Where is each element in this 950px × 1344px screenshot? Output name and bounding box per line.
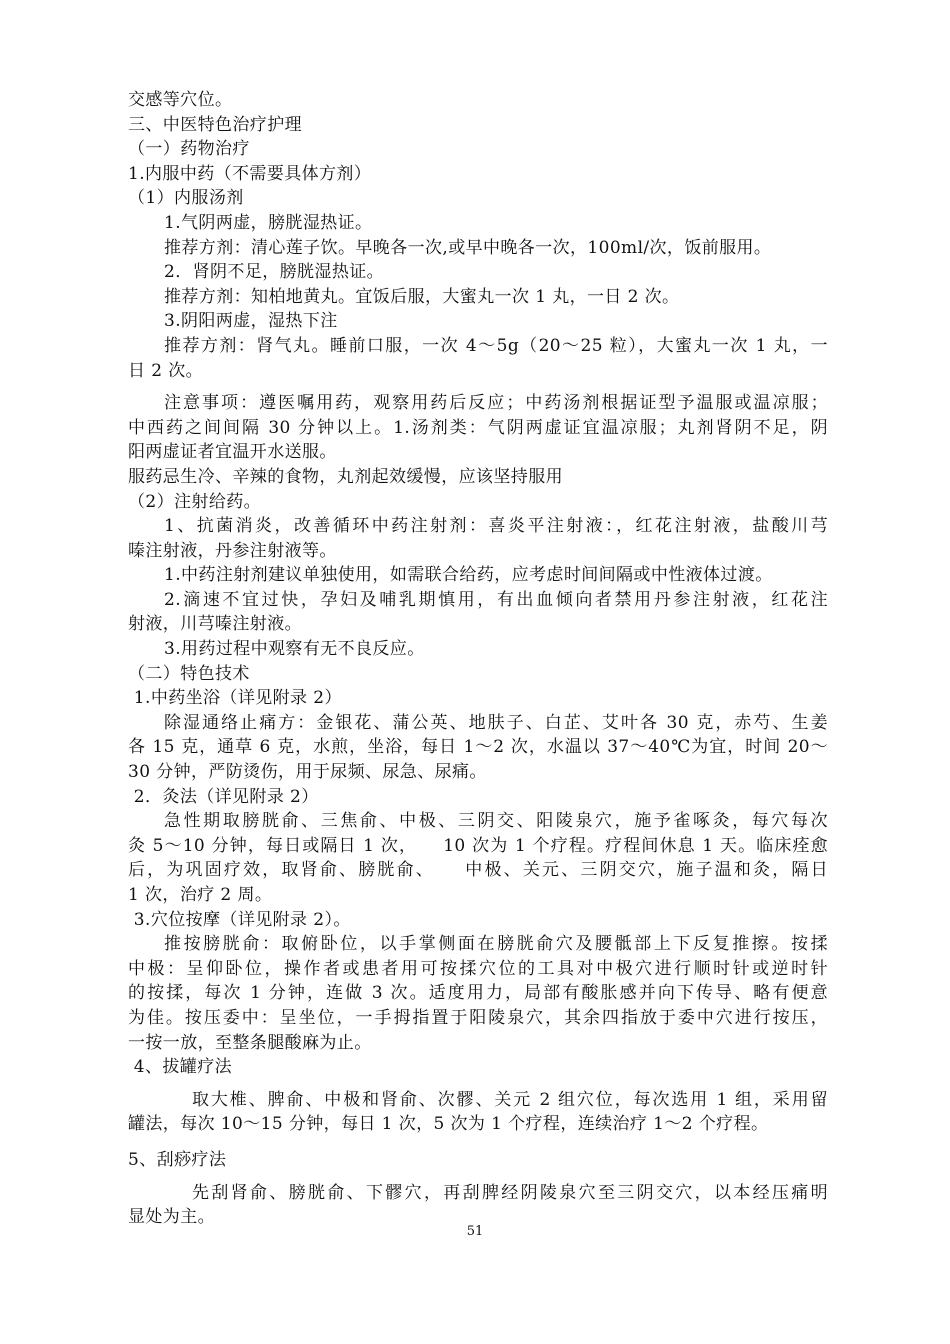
item-heading: 2．灸法（详见附录 2）: [128, 786, 319, 807]
text-line: 注意事项：遵医嘱用药，观察用药后反应；中药汤剂根据证型予温服或温凉服；: [164, 393, 828, 414]
text-line: 1 次，治疗 2 周。: [128, 885, 273, 905]
text-line: 罐法，每次 10～15 分钟，每日 1 次，5 次为 1 个疗程，连续治疗 1～2 个疗程。: [128, 1114, 769, 1135]
text-line: 推荐方剂：知柏地黄丸。宜饭后服，大蜜丸一次 1 丸，一日 2 次。: [164, 286, 680, 307]
subsection-heading: （二）特色技术: [128, 663, 250, 684]
text-line: 灸 5～10 分钟，每日或隔日 1 次， 10 次为 1 个疗程。疗程间休息 1 天。临床痊愈: [128, 835, 828, 856]
text-line: 推按膀胱俞：取俯卧位，以手掌侧面在膀胱俞穴及腰骶部上下反复推擦。按揉: [164, 934, 828, 955]
page-number: 51: [466, 1224, 484, 1239]
text-line: 射液，川芎嗪注射液。: [128, 614, 302, 635]
text-line: 2.滴速不宜过快，孕妇及哺乳期慎用，有出血倾向者禁用丹参注射液，红花注: [164, 589, 828, 610]
text-line: 1.气阴两虚，膀胱湿热证。: [164, 212, 373, 233]
text-line: 推荐方剂：清心莲子饮。早晚各一次,或早中晚各一次，100ml/次，饭前服用。: [164, 237, 772, 258]
text-line: 服药忌生冷、辛辣的食物，丸剂起效缓慢，应该坚持服用: [128, 466, 563, 487]
text-line: 3.阴阳两虚，湿热下注: [164, 311, 338, 332]
text-line: 中极：呈仰卧位，操作者或患者用可按揉穴位的工具对中极穴进行顺时针或逆时针: [128, 958, 828, 979]
section-heading: 三、中医特色治疗护理: [128, 114, 302, 135]
text-line: 推荐方剂：肾气丸。睡前口服，一次 4～5g（20～25 粒），大蜜丸一次 1 丸，一: [164, 335, 828, 356]
item-heading: （2）注射给药。: [128, 491, 262, 512]
item-heading: （1）内服汤剂: [128, 188, 244, 209]
text-line: 30 分钟，严防烫伤，用于尿频、尿急、尿痛。: [128, 762, 487, 783]
text-line: 1.中药注射剂建议单独使用，如需联合给药，应考虑时间间隔或中性液体过渡。: [164, 565, 773, 586]
document-body: [128, 88, 828, 1230]
text-line: 显处为主。: [128, 1207, 215, 1228]
text-line: 为佳。按压委中：呈坐位，一手拇指置于阳陵泉穴，其余四指放于委中穴进行按压，: [128, 1007, 828, 1028]
text-line: 一按一放，至整条腿酸麻为止。: [128, 1032, 372, 1053]
text-line: 除湿通络止痛方：金银花、蒲公英、地肤子、白芷、艾叶各 30 克，赤芍、生姜: [164, 712, 828, 733]
text-line: 3.用药过程中观察有无不良反应。: [164, 639, 425, 660]
item-heading: 5、刮痧疗法: [128, 1149, 227, 1170]
text-line: 先刮肾俞、膀胱俞、下髎穴，再刮脾经阴陵泉穴至三阴交穴，以本经压痛明: [192, 1182, 828, 1203]
text-line: 日 2 次。: [128, 360, 204, 381]
item-heading: 3.穴位按摩（详见附录 2）。: [128, 909, 351, 930]
item-heading: 4、拔罐疗法: [128, 1057, 233, 1078]
item-heading: 1.内服中药（不需要具体方剂）: [128, 163, 372, 184]
text-line: 中西药之间间隔 30 分钟以上。1.汤剂类：气阴两虚证宜温凉服；丸剂肾阴不足，阴: [128, 417, 828, 438]
item-heading: 1.中药坐浴（详见附录 2）: [128, 688, 342, 709]
text-line: 后，为巩固疗效，取肾俞、膀胱俞、 中极、关元、三阴交穴，施子温和灸，隔日: [128, 860, 828, 881]
text-line: 阳两虚证者宜温开水送服。: [128, 442, 337, 463]
text-line: 1、抗菌消炎，改善循环中药注射剂：喜炎平注射液：，红花注射液，盐酸川芎: [164, 516, 828, 537]
text-line: 各 15 克，通草 6 克，水煎，坐浴，每日 1～2 次，水温以 37～40℃为宜，时间 20～: [128, 737, 828, 758]
text-line: 嗪注射液，丹参注射液等。: [128, 540, 337, 561]
text-line: 的按揉，每次 1 分钟，连做 3 次。适度用力，局部有酸胀感并向下传导、略有便意: [128, 983, 828, 1004]
text-line: 取大椎、脾俞、中极和肾俞、次髎、关元 2 组穴位，每次选用 1 组，采用留: [192, 1089, 828, 1110]
text-line: 2．肾阴不足，膀胱湿热证。: [164, 262, 385, 283]
text-line: 急性期取膀胱俞、三焦俞、中极、三阴交、阳陵泉穴，施予雀啄灸，每穴每次: [164, 811, 828, 832]
text-line: 交感等穴位。: [128, 90, 233, 110]
subsection-heading: （一）药物治疗: [128, 139, 250, 160]
